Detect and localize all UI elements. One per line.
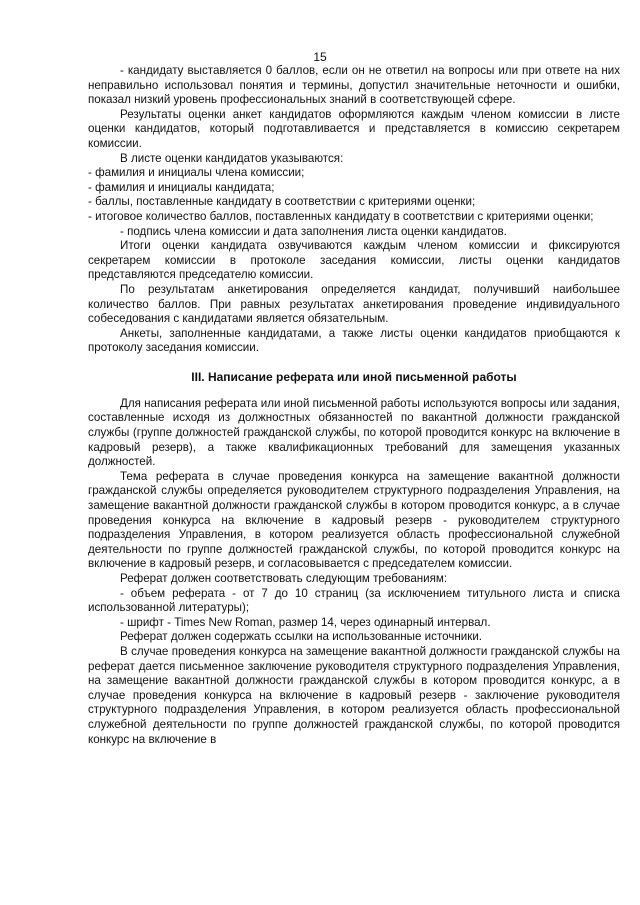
page-number: 15 — [313, 50, 327, 64]
section-heading: III. Написание реферата или иной письменной работы — [191, 369, 517, 384]
list-item: - фамилия и инициалы кандидата; — [88, 180, 275, 194]
paragraph: - кандидату выставляется 0 баллов, если он не ответил на вопросы или при ответе на них неправильно использовал понятия и термины, допустил значительные неточности и ошибки, показал низкий уровень профессиональных знаний в соответствующей сфере. — [88, 64, 620, 107]
paragraph: Итоги оценки кандидата озвучиваются каждым членом комиссии и фиксируются секретарем комиссии в протоколе заседания комиссии, листы оценки кандидатов представляются председателю комиссии. — [88, 239, 620, 282]
paragraph: Результаты оценки анкет кандидатов оформляются каждым членом комиссии в листе оценки кандидатов, который подготавливается и представляется в комиссию секретарем комиссии. — [88, 107, 620, 150]
list-item: - шрифт - Times New Roman, размер 14, через одинарный интервал. — [120, 615, 491, 629]
paragraph: В листе оценки кандидатов указываются: — [120, 151, 344, 165]
list-item: - фамилия и инициалы члена комиссии; — [88, 166, 305, 180]
paragraph: Тема реферата в случае проведения конкурса на замещение вакантной должности гражданской службы определяется руководителем структурного подразделения Управления, на замещение вакантной должности гражданской службы в котором проводится конкурс, а в случае проведения конкурса на включение в кадровый резерв - руководителем структурного подразделения Управления, в котором реализуется область профессиональной служебной деятельности по группе должностей гражданской службы, по которой проводится конкурс на включение в кадровый резерв, и согласовывается с председателем комиссии. — [88, 469, 620, 571]
paragraph: Анкеты, заполненные кандидатами, а также листы оценки кандидатов приобщаются к протоколу заседания комиссии. — [88, 326, 620, 355]
paragraph: По результатам анкетирования определяется кандидат, получивший наибольшее количество баллов. При равных результатах анкетирования проведение индивидуального собеседования с кандидатами является обязательным. — [88, 282, 620, 326]
paragraph: Реферат должен соответствовать следующим требованиям: — [120, 572, 448, 585]
paragraphs-before-heading — [88, 64, 620, 356]
paragraph: В случае проведения конкурса на замещение вакантной должности гражданской службы на реферат дается письменное заключение руководителя структурного подразделения Управления, на замещение вакантной должности гражданской службы в котором проводится конкурс, а в случае проведения конкурса на включение в кадровый резерв - заключение руководителя структурного подразделения Управления, в котором реализуется область профессиональной служебной деятельности по группе должностей гражданской службы, по которой проводится конкурс на включение в — [88, 644, 620, 746]
list-item: - подпись члена комиссии и дата заполнения листа оценки кандидатов. — [120, 224, 507, 238]
paragraphs-after-heading — [88, 397, 620, 747]
list-item: - баллы, поставленные кандидату в соответствии с критериями оценки; — [88, 195, 476, 209]
list-item: - итоговое количество баллов, поставленных кандидату в соответствии с критериями оценки; — [88, 209, 594, 223]
paragraph: Для написания реферата или иной письменной работы используются вопросы или задания, составленные исходя из должностных обязанностей по вакантной должности гражданской службы (группе должностей гражданской службы, по которой проводится конкурс на включение в кадровый резерв), а также квалификационных требований для замещения указанных должностей. — [88, 396, 620, 469]
paragraph: Реферат должен содержать ссылки на использованные источники. — [120, 630, 483, 644]
document-page — [88, 52, 620, 747]
list-item: - объем реферата - от 7 до 10 страниц (за исключением титульного листа и списка использованной литературы); — [88, 586, 620, 615]
